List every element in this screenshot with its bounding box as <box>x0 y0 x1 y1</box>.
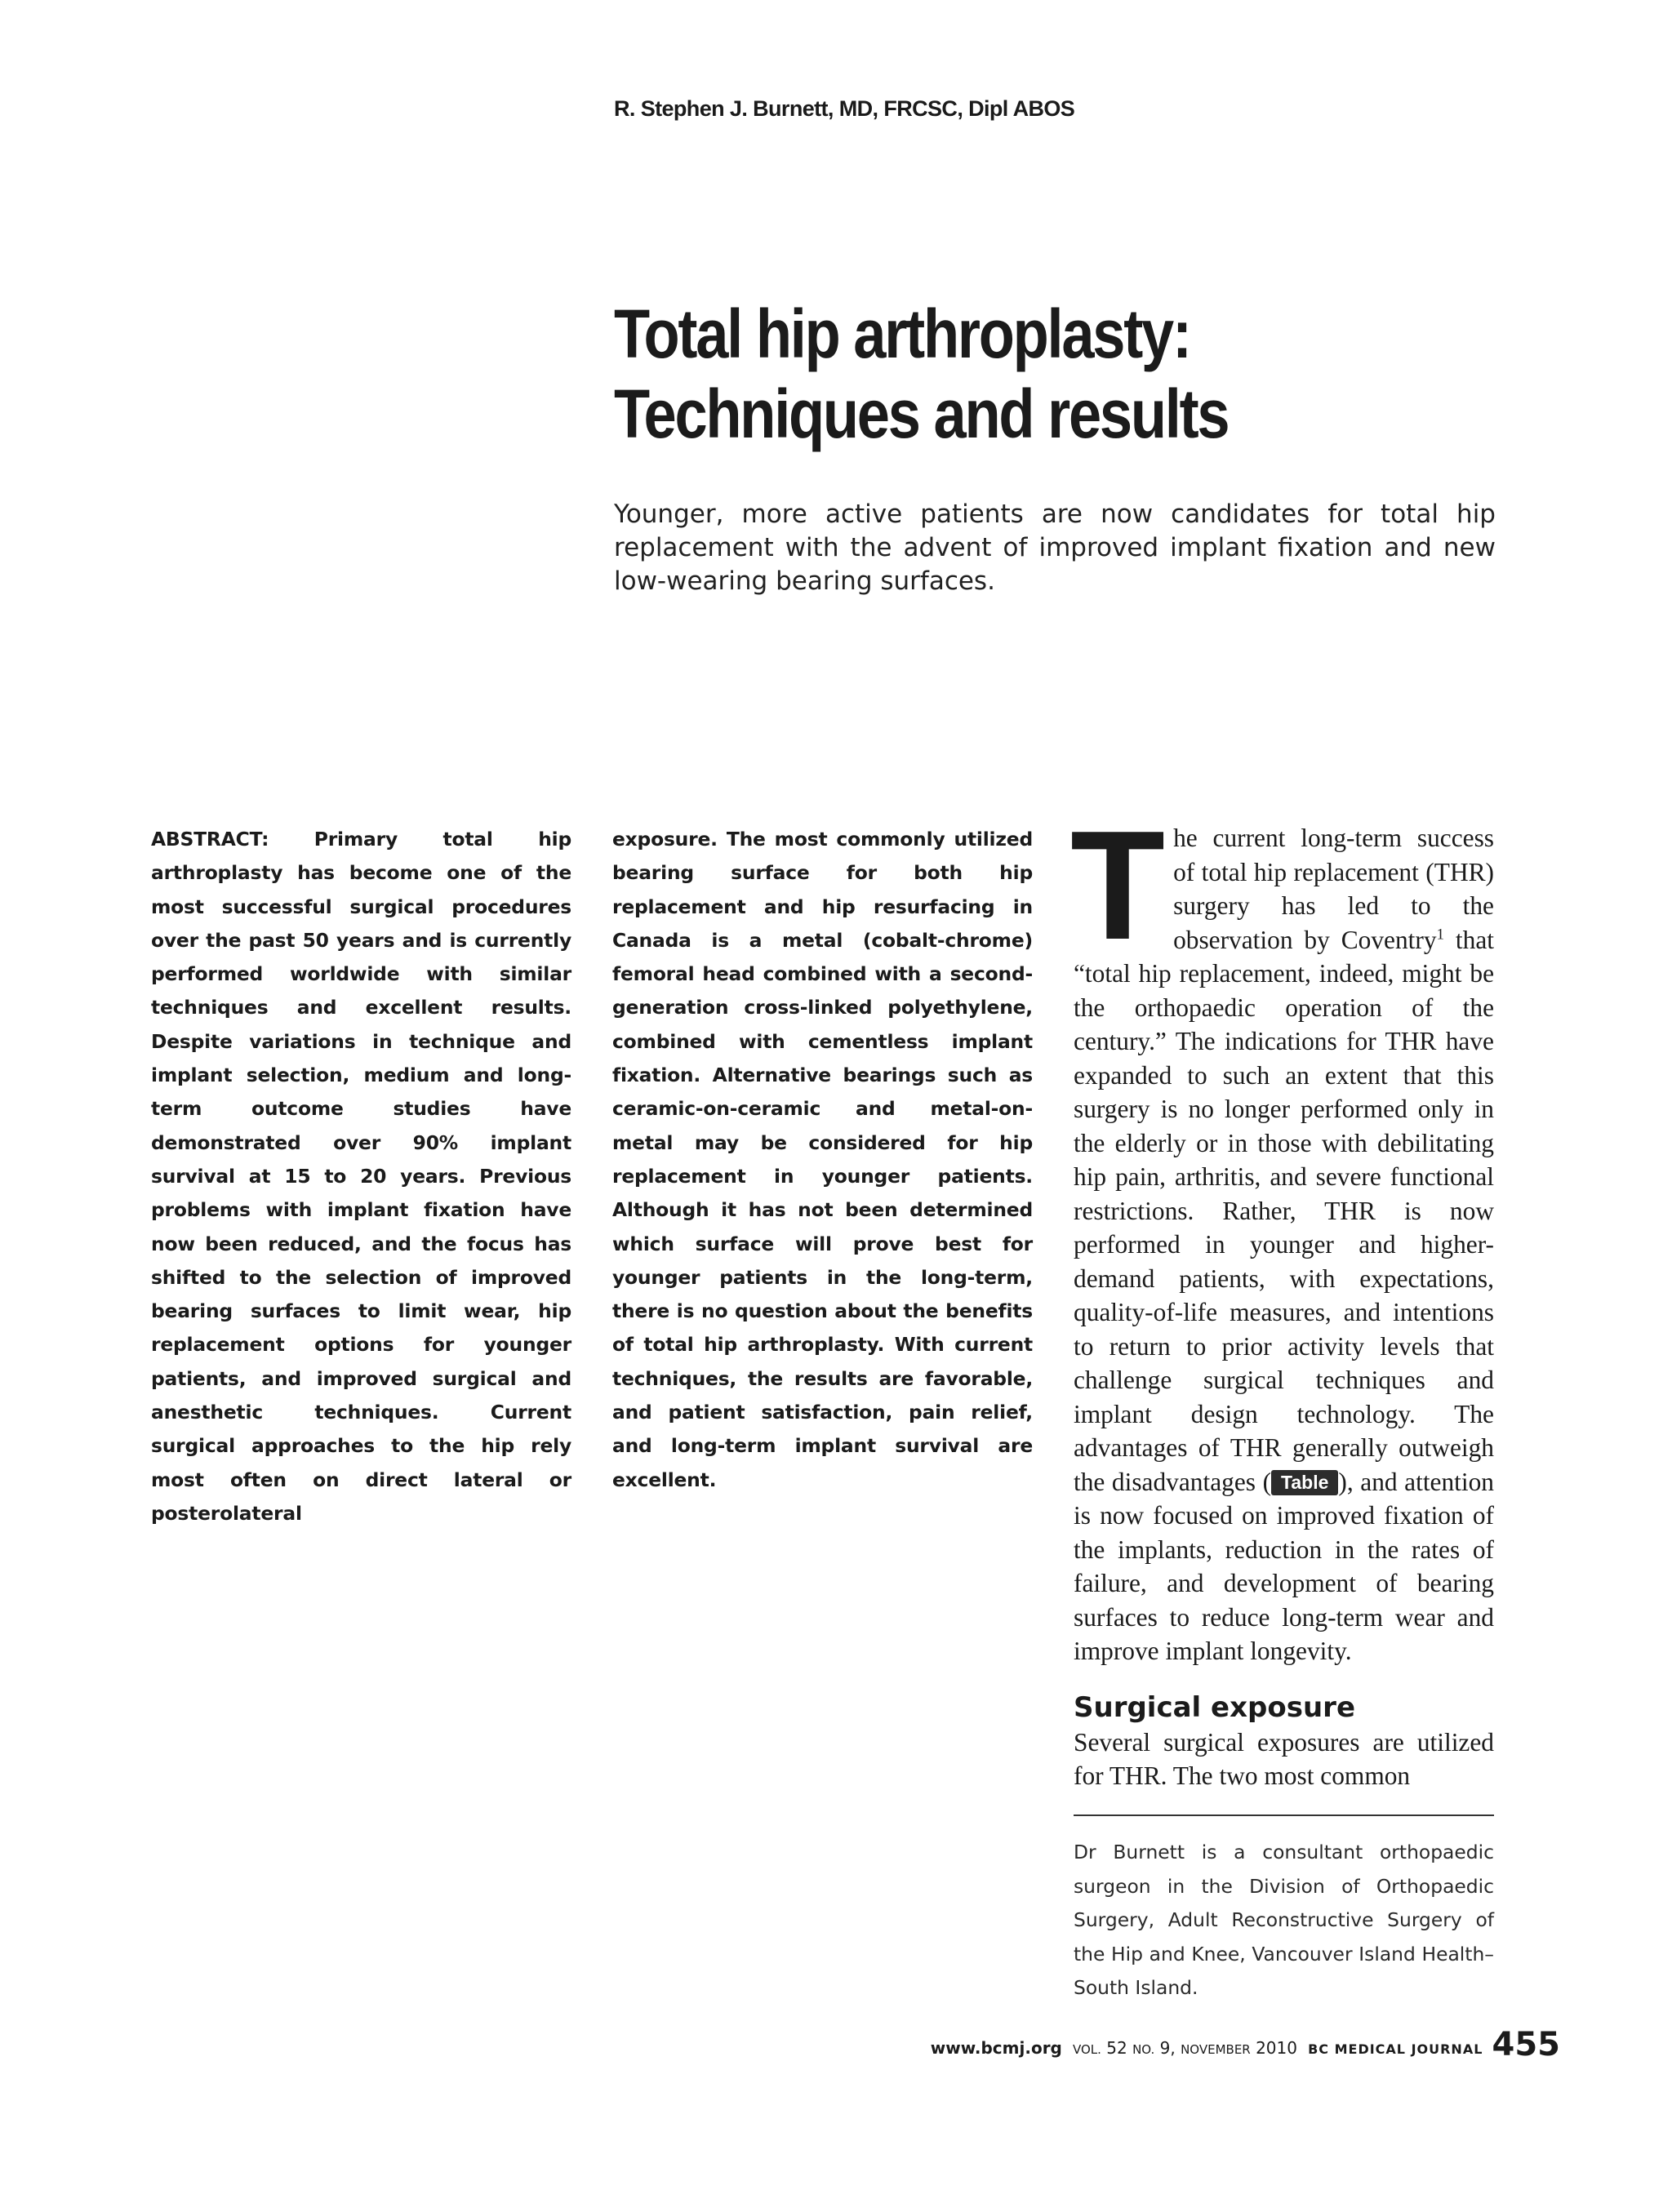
issue-year: 2010 <box>1256 2038 1297 2058</box>
body-paragraph-2: Several surgical exposures are utilized for THR. The two most common <box>1074 1727 1494 1790</box>
author-byline: R. Stephen J. Burnett, MD, FRCSC, Dipl ABOS <box>614 96 1075 121</box>
reference-link-1[interactable]: 1 <box>1436 926 1445 944</box>
article-title <box>614 294 1421 454</box>
issue-month: NOVEMBER <box>1181 2042 1251 2057</box>
vol-label: VOL. <box>1072 2042 1101 2057</box>
vol-number: 52 <box>1106 2038 1127 2058</box>
article-title-line-2: Techniques and results <box>614 375 1229 452</box>
footnote-divider <box>1074 1814 1494 1816</box>
abstract-column-2: exposure. The most commonly utilized bearing surface for both hip replacement and hip resurfacing in Canada is a metal (cobalt-chrome) femoral head combined with a second-generation cross-linked polyethylene, combined with cementless implant fixation. Alternative bearings such as ceramic-on-ceramic and metal-on-metal may be considered for hip replacement in younger patients. Although it has not been determined which surface will prove best for younger patients in the long-term, there is no question about the benefits of total hip arthroplasty. With current techniques, the results are favorable, and patient satisfaction, pain relief, and long-term implant survival are excellent. <box>612 828 1033 1491</box>
journal-url[interactable]: www.bcmj.org <box>930 2038 1062 2058</box>
issue-info <box>1073 2038 1297 2058</box>
author-footnote: Dr Burnett is a consultant orthopaedic surgeon in the Division of Orthopaedic Surgery, Adult Reconstructive Surgery of the Hip and Knee, Vancouver Island Health–South Island. <box>1074 1841 1494 1999</box>
drop-cap: T <box>1070 799 1163 972</box>
body-text-intro: he current long-term success of total hip replacement (THR) surgery has led to the observation by Coventry <box>1173 824 1494 954</box>
journal-name: BC MEDICAL JOURNAL <box>1308 2041 1483 2057</box>
table-link-button[interactable]: Table <box>1271 1470 1338 1495</box>
page-footer <box>931 2026 1560 2063</box>
body-text-end: ), and attention is now focused on improved fixation of the implants, reduction in the rates of failure, and development of bearing surfaces to reduce long-term wear and improve implant longevity. <box>1074 1467 1494 1665</box>
body-text-continued: that “total hip replacement, indeed, might be the orthopaedic operation of the century.” The indications for THR have expanded to such an extent that this surgery is no longer performed only in the elderly or in those with debilitating hip pain, arthritis, and severe functional restrictions. Rather, THR is now performed in younger and higher-demand patients, with expectations, quality-of-life measures, and intentions to return to prior activity levels that challenge surgical techniques and implant design technology. The advantages of THR generally outweigh the disadvantages ( <box>1074 925 1494 1496</box>
abstract-column-1 <box>151 823 571 1530</box>
article-title-line-1: Total hip arthroplasty: <box>614 295 1190 372</box>
page-number: 455 <box>1492 2026 1560 2063</box>
section-heading-surgical-exposure: Surgical exposure <box>1074 1690 1355 1724</box>
abstract-label: ABSTRACT: <box>151 828 269 851</box>
abstract-text-1: Primary total hip arthroplasty has become one of the most successful surgical procedures over the past 50 years and is currently performed worldwide with similar techniques and excellent results. Despite variations in technique and implant selection, medium and long-term outcome studies have demonstrated over 90% implant survival at 15 to 20 years. Previous problems with implant fixation have now been reduced, and the focus has shifted to the selection of improved bearing surfaces to limit wear, hip replacement options for younger patients, and improved surgical and anesthetic techniques. Current surgical approaches to the hip rely most often on direct lateral or posterolateral <box>151 828 572 1525</box>
body-paragraph-1 <box>1070 799 1494 1668</box>
article-deck: Younger, more active patients are now candidates for total hip replacement with the advent of improved implant fixation and new low-wearing bearing surfaces. <box>614 500 1496 596</box>
no-label: NO. <box>1132 2042 1155 2057</box>
issue-number: 9, <box>1159 2038 1176 2058</box>
body-column <box>1070 799 1494 1793</box>
